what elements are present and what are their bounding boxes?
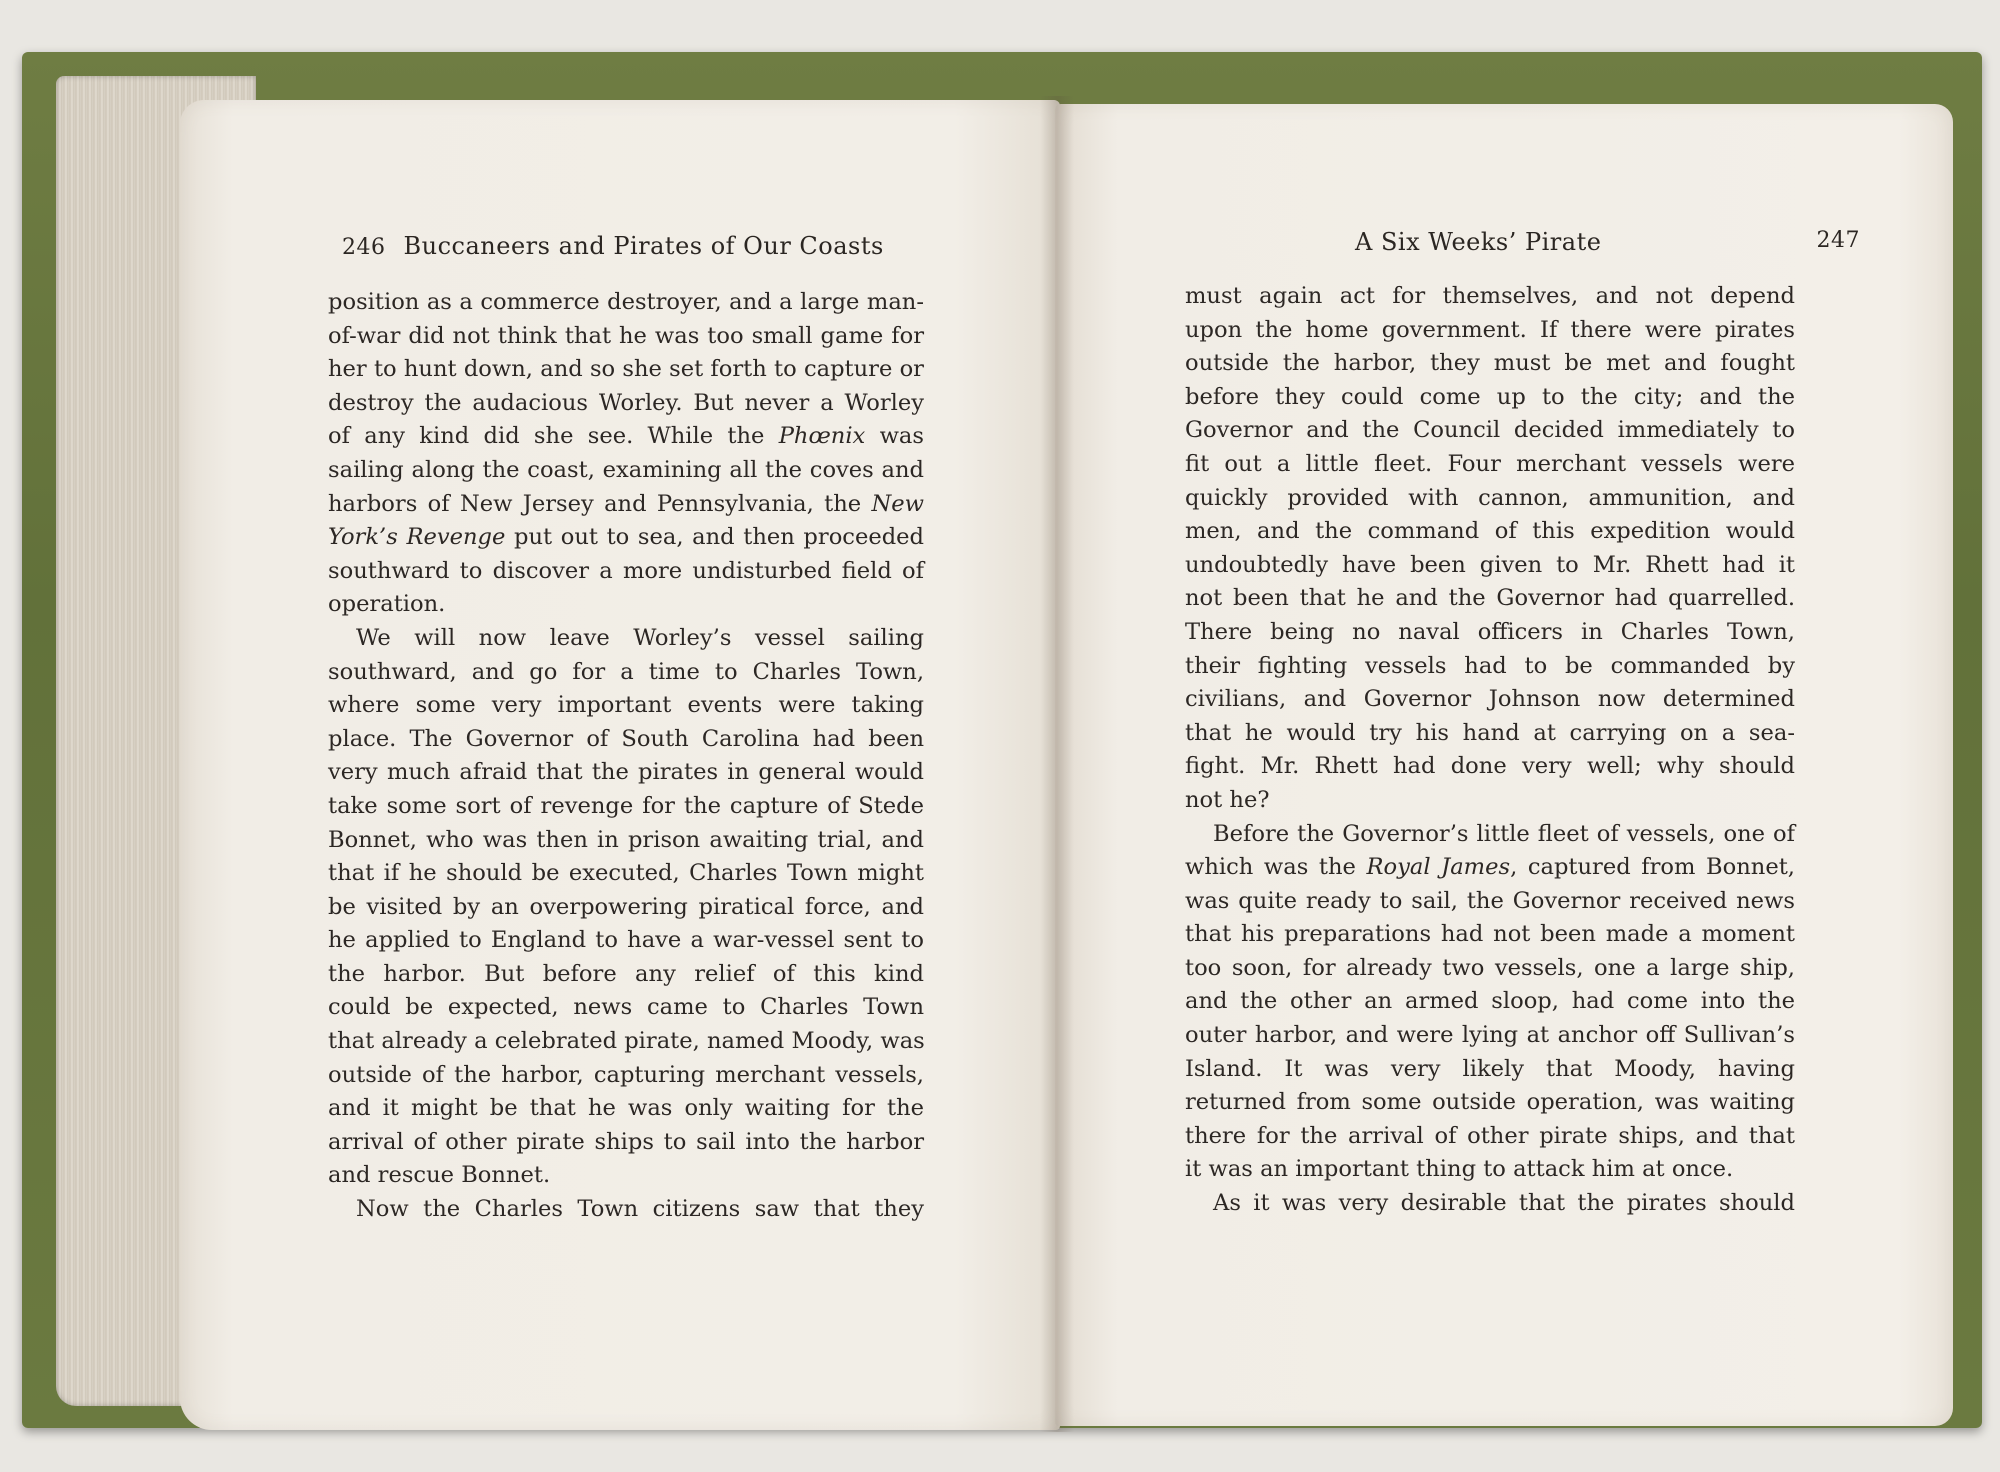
text-line: take some sort of revenge for the capture of Stede xyxy=(328,792,924,819)
right-body-text xyxy=(1185,280,1795,1221)
text-line: outer harbor, and were lying at anchor off Sullivan’s xyxy=(1185,1022,1795,1049)
text-line: quickly provided with cannon, ammunition, and xyxy=(1185,484,1795,511)
text-line: outside of the harbor, capturing merchant vessels, xyxy=(328,1061,924,1088)
text-line: before they could come up to the city; and the xyxy=(1185,383,1795,410)
text-line: too soon, for already two vessels, one a large ship, xyxy=(1185,954,1795,981)
text-line: Before the Governor’s little fleet of vessels, one of xyxy=(1213,820,1795,847)
text-line: outside the harbor, they must be met and fought xyxy=(1185,350,1795,377)
text-line: and it might be that he was only waiting for the xyxy=(328,1095,924,1122)
text-line: be visited by an overpowering piratical force, and xyxy=(328,893,924,920)
text-line: position as a commerce destroyer, and a large man- xyxy=(328,289,924,315)
text-line: York’s Revenge put out to sea, and then proceeded xyxy=(328,524,924,551)
text-line: must again act for themselves, and not depend xyxy=(1185,283,1795,309)
text-line: and rescue Bonnet. xyxy=(328,1162,551,1189)
text-line: There being no naval officers in Charles Town, xyxy=(1185,618,1795,645)
book-gutter xyxy=(1040,96,1074,1432)
left-body-text xyxy=(328,286,924,1227)
left-running-title: Buccaneers and Pirates of Our Coasts xyxy=(403,232,884,260)
text-line: that if he should be executed, Charles Town might xyxy=(328,860,924,887)
text-line: was quite ready to sail, the Governor received news xyxy=(1185,887,1795,914)
text-line: men, and the command of this expedition would xyxy=(1185,518,1795,545)
text-line: of-war did not think that he was too small game for xyxy=(328,322,924,349)
text-line: arrival of other pirate ships to sail into the harbor xyxy=(328,1128,924,1155)
text-line: there for the arrival of other pirate ships, and that xyxy=(1185,1122,1795,1149)
left-page xyxy=(180,100,1060,1430)
text-line: We will now leave Worley’s vessel sailing xyxy=(356,624,924,651)
text-line: undoubtedly have been given to Mr. Rhett had it xyxy=(1185,551,1795,578)
text-line: it was an important thing to attack him at once. xyxy=(1185,1156,1734,1183)
text-line: not he? xyxy=(1185,786,1270,813)
text-line: where some very important events were taking xyxy=(328,692,924,719)
text-line: place. The Governor of South Carolina had been xyxy=(328,725,924,752)
right-page-number: 247 xyxy=(1816,228,1860,253)
text-line: operation. xyxy=(328,591,446,618)
left-page-number: 246 xyxy=(342,235,386,260)
text-line: Governor and the Council decided immediately to xyxy=(1185,417,1795,444)
text-line: their fighting vessels had to be commanded by xyxy=(1185,652,1795,679)
text-line: and the other an armed sloop, had come into the xyxy=(1185,988,1795,1015)
text-line: which was the Royal James, captured from Bonnet, xyxy=(1185,854,1795,881)
text-line: fit out a little fleet. Four merchant vessels were xyxy=(1185,450,1795,477)
right-page xyxy=(1055,104,1953,1426)
text-line: sailing along the coast, examining all the coves and xyxy=(328,456,924,483)
text-line: her to hunt down, and so she set forth to capture or xyxy=(328,356,924,383)
text-line: Bonnet, who was then in prison awaiting trial, and xyxy=(328,826,924,853)
right-running-head xyxy=(1355,228,1860,256)
text-line: he applied to England to have a war-vessel sent to xyxy=(328,927,924,954)
text-line: could be expected, news came to Charles Town xyxy=(328,994,924,1021)
text-line: civilians, and Governor Johnson now determined xyxy=(1185,686,1795,713)
text-line: of any kind did she see. While the Phœnix was xyxy=(328,423,924,450)
text-line: the harbor. But before any relief of this kind xyxy=(328,960,924,987)
text-line: that he would try his hand at carrying on a sea- xyxy=(1185,719,1795,746)
text-line: very much afraid that the pirates in general would xyxy=(328,759,924,786)
text-line: not been that he and the Governor had quarrelled. xyxy=(1185,585,1795,612)
text-line: that already a celebrated pirate, named Moody, was xyxy=(328,1028,925,1055)
text-line: southward, and go for a time to Charles Town, xyxy=(328,658,924,685)
text-line: Island. It was very likely that Moody, having xyxy=(1185,1055,1795,1082)
text-line: harbors of New Jersey and Pennsylvania, the New xyxy=(328,490,924,517)
text-line: Now the Charles Town citizens saw that they xyxy=(356,1196,924,1223)
right-running-title: A Six Weeks’ Pirate xyxy=(1355,228,1602,256)
text-line: southward to discover a more undisturbed field of xyxy=(328,557,924,584)
text-line: that his preparations had not been made a moment xyxy=(1185,921,1795,948)
text-line: fight. Mr. Rhett had done very well; why should xyxy=(1185,753,1795,780)
text-line: destroy the audacious Worley. But never a Worley xyxy=(328,389,924,416)
text-line: As it was very desirable that the pirates should xyxy=(1213,1190,1795,1217)
text-line: upon the home government. If there were pirates xyxy=(1185,316,1795,343)
text-line: returned from some outside operation, was waiting xyxy=(1185,1089,1795,1116)
left-running-head xyxy=(342,232,884,260)
